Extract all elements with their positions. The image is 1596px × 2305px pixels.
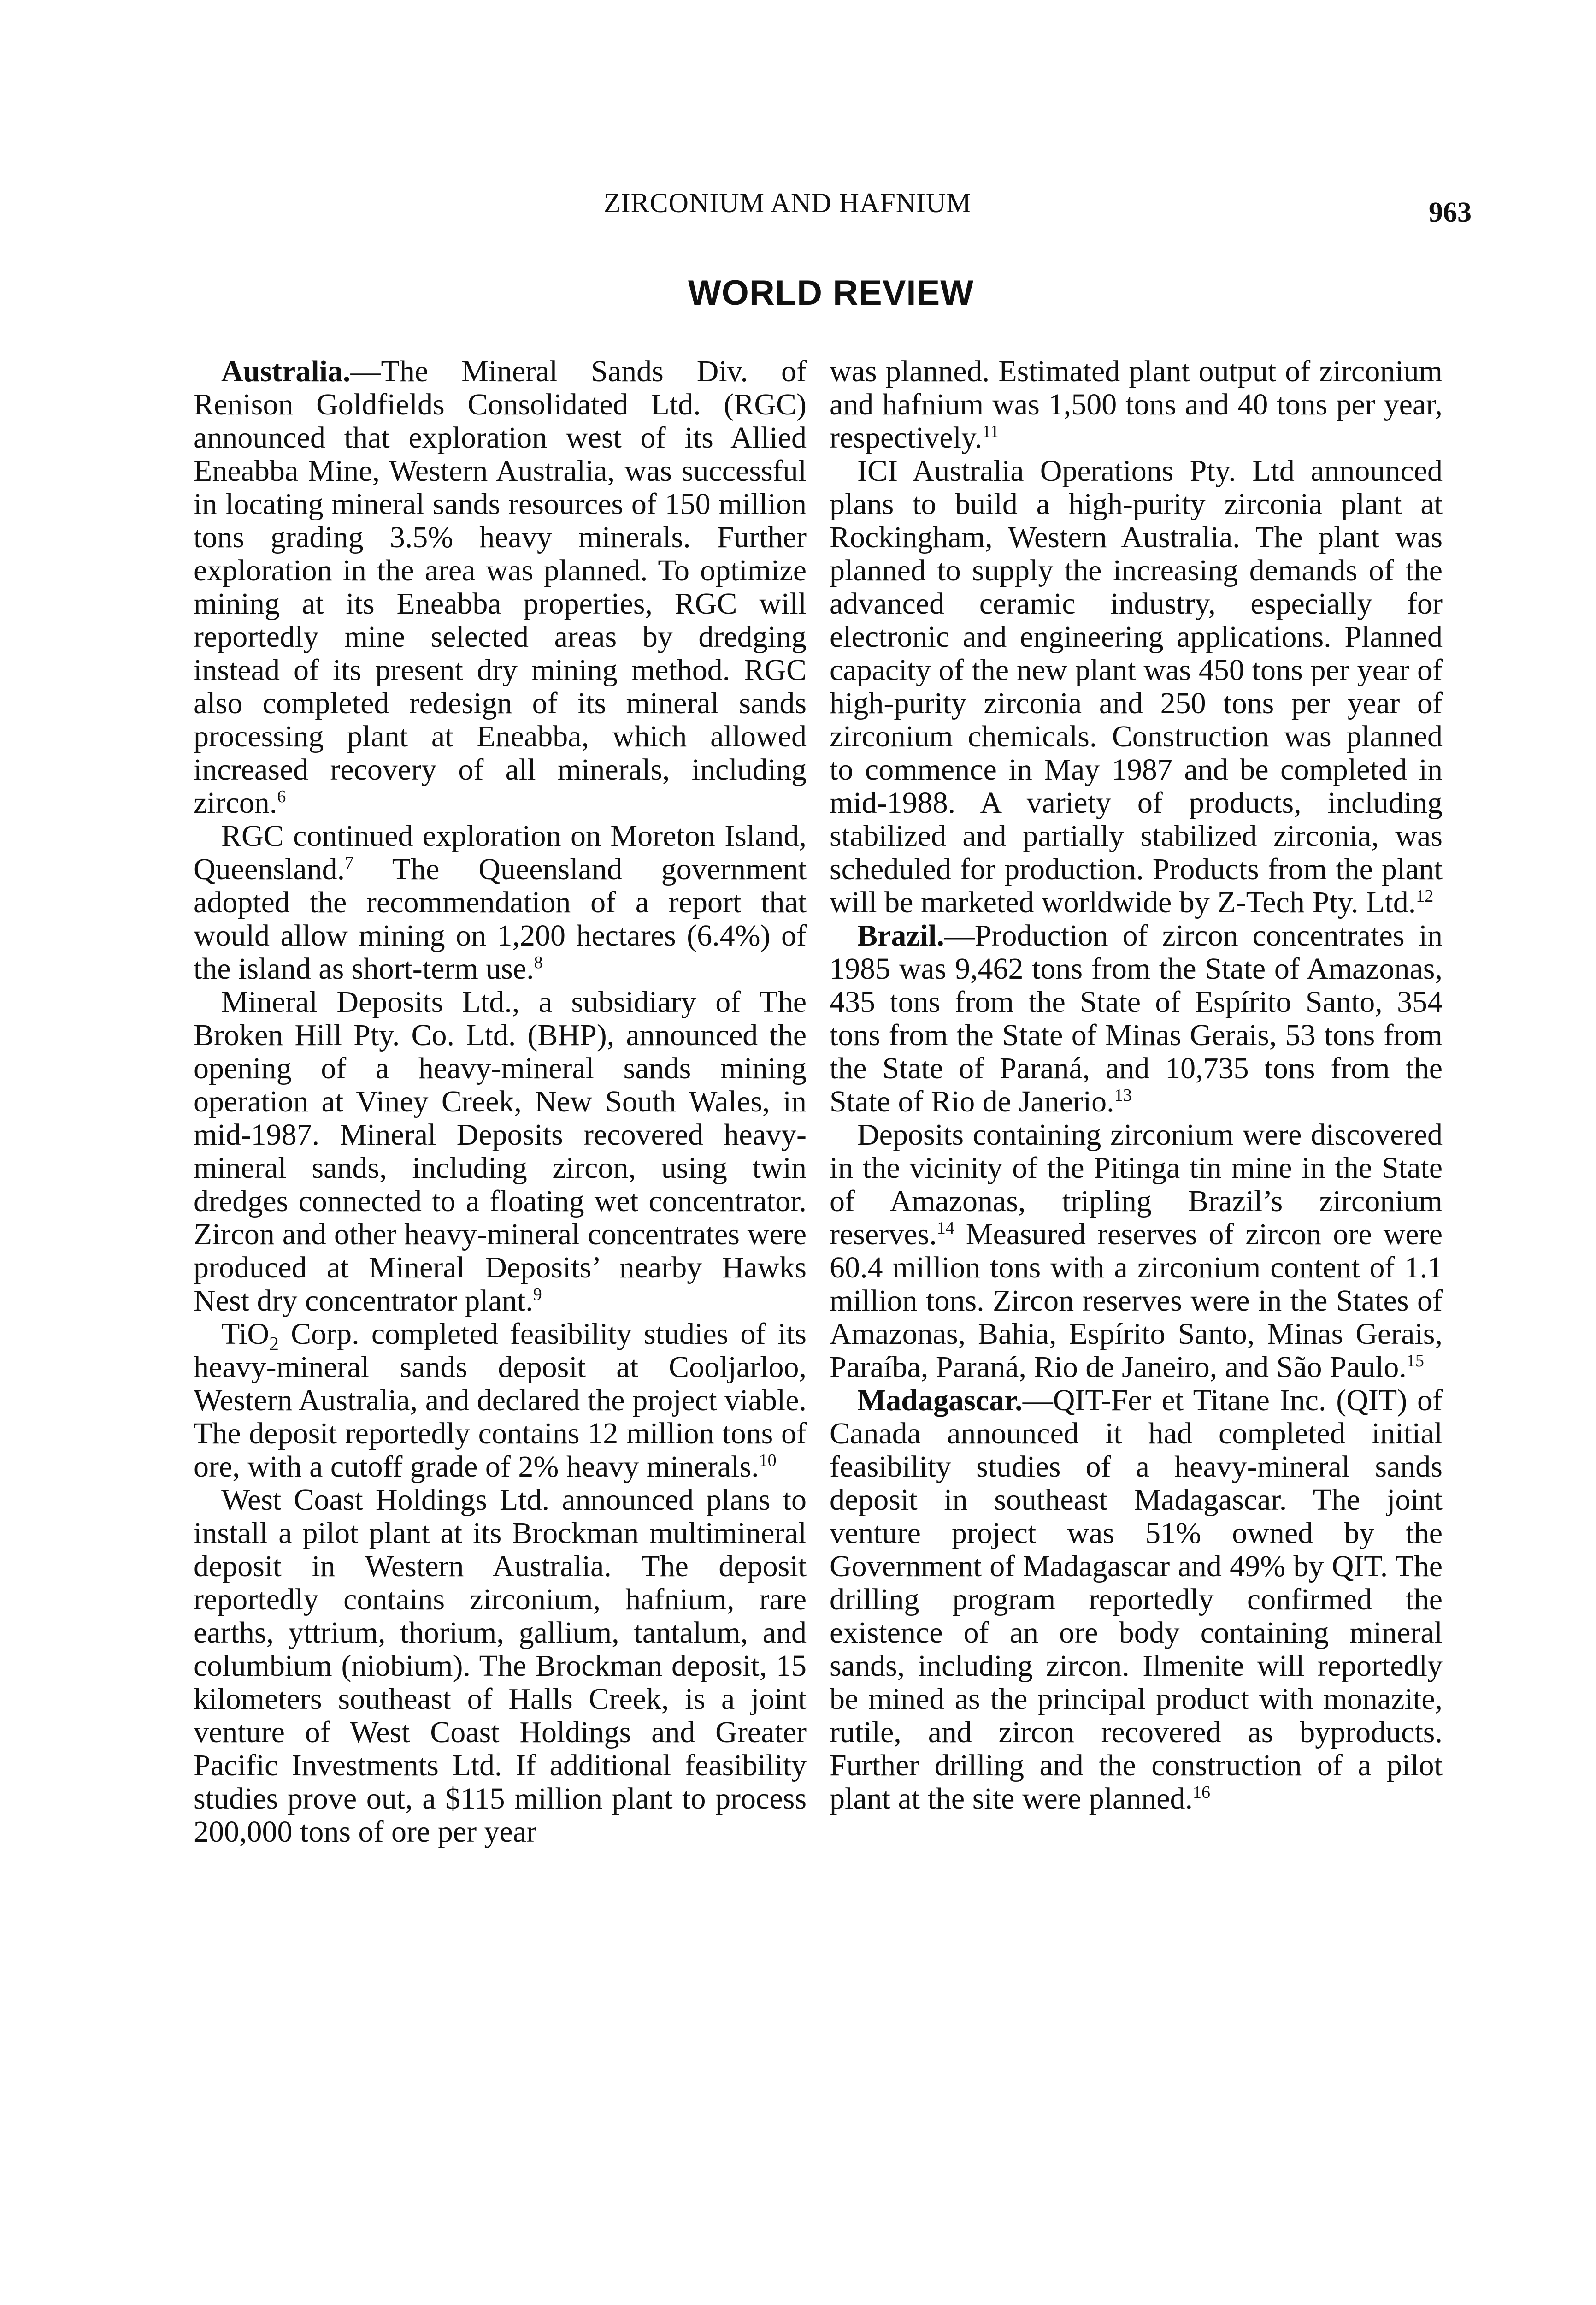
- paragraph-text: The Queensland government adopted the recommendation of a report that would allow mining on 1,200 hectares (6.4%) of the island as short-term use.: [194, 852, 807, 986]
- section-title: WORLD REVIEW: [688, 273, 974, 313]
- country-heading-madagascar: Madagascar.: [857, 1383, 1023, 1417]
- paragraph-text: was planned. Estimated plant output of zirconium and hafnium was 1,500 tons and 40 tons per year, respectively.: [830, 355, 1443, 455]
- paragraph-moreton-island: [194, 820, 807, 986]
- paragraph-text: —The Mineral Sands Div. of Renison Goldfields Consolidated Ltd. (RGC) announced that exploration west of its Allied Eneabba Mine, Western Australia, was successful in locating mineral sands resources of 150 million tons grading 3.5% heavy minerals. Further exploration in the area was planned. To optimize mining at its Eneabba properties, RGC will reportedly mine selected areas by dredging instead of its present dry mining method. RGC also completed redesign of its mineral sands processing plant at Eneabba, which allowed increased recovery of all minerals, including zircon.: [194, 355, 807, 820]
- paragraph-text: Corp. completed feasibility studies of its heavy-mineral sands deposit at Cooljarloo, Western Australia, and declared the project viable. The deposit reportedly contains 12 million tons of ore, with a cutoff grade of 2% heavy minerals.: [194, 1317, 807, 1483]
- paragraph-madagascar: [830, 1384, 1443, 1815]
- page-number: 963: [1429, 197, 1472, 228]
- footnote-ref: 9: [533, 1285, 542, 1304]
- chemical-subscript: 2: [269, 1334, 279, 1355]
- footnote-ref: 6: [277, 787, 286, 806]
- paragraph-brazil-production: [830, 919, 1443, 1118]
- paragraph-brazil-deposits: [830, 1118, 1443, 1384]
- paragraph-australia-intro: [194, 355, 807, 820]
- paragraph-text: Deposits containing zirconium were discovered in the vicinity of the Pitinga tin mine in the State of Amazonas, tripling Brazil’s zirconium reserves.: [830, 1118, 1443, 1251]
- paragraph-continued: [830, 355, 1443, 455]
- footnote-ref: 10: [759, 1451, 777, 1470]
- footnote-ref: 13: [1114, 1086, 1132, 1105]
- country-heading-australia: Australia.: [221, 355, 351, 388]
- left-column: [194, 355, 807, 1849]
- paragraph-text: Measured reserves of zircon ore were 60.4 million tons with a zirconium content of 1.1 million tons. Zircon reserves were in the States of Amazonas, Bahia, Espírito Santo, Minas Gerais, Paraíba, Paraná, Rio de Janeiro, and São Paulo.: [830, 1218, 1443, 1384]
- right-column: [830, 355, 1443, 1815]
- footnote-ref: 15: [1406, 1351, 1424, 1371]
- footnote-ref: 11: [982, 422, 999, 441]
- paragraph-text: Mineral Deposits Ltd., a subsidiary of The Broken Hill Pty. Co. Ltd. (BHP), announced the opening of a heavy-mineral sands mining operation at Viney Creek, New South Wales, in mid-1987. Mineral Deposits recovered heavy-mineral sands, including zircon, using twin dredges connected to a floating wet concentrator. Zircon and other heavy-mineral concentrates were produced at Mineral Deposits’ nearby Hawks Nest dry concentrator plant.: [194, 985, 807, 1318]
- paragraph-west-coast-holdings: [194, 1483, 807, 1849]
- footnote-ref: 16: [1193, 1783, 1211, 1802]
- footnote-ref: 8: [534, 953, 543, 972]
- running-head: ZIRCONIUM AND HAFNIUM: [604, 188, 972, 218]
- footnote-ref: 14: [936, 1218, 954, 1238]
- chemical-formula: TiO: [221, 1317, 269, 1351]
- paragraph-text: RGC continued exploration on Moreton Island, Queensland.: [194, 819, 807, 886]
- paragraph-tio2-corp: [194, 1318, 807, 1483]
- paragraph-text: —QIT-Fer et Titane Inc. (QIT) of Canada announced it had completed initial feasibility studies of a heavy-mineral sands deposit in southeast Madagascar. The joint venture project was 51% owned by the Government of Madagascar and 49% by QIT. The drilling program reportedly confirmed the existence of an ore body containing mineral sands, including zircon. Ilmenite will reportedly be mined as the principal product with monazite, rutile, and zircon recovered as byproducts. Further drilling and the construction of a pilot plant at the site were planned.: [830, 1383, 1443, 1815]
- footnote-ref: 7: [345, 853, 354, 873]
- paragraph-text: West Coast Holdings Ltd. announced plans to install a pilot plant at its Brockman multimineral deposit in Western Australia. The deposit reportedly contains zirconium, hafnium, rare earths, yttrium, thorium, gallium, tantalum, and columbium (niobium). The Brockman deposit, 15 kilometers southeast of Halls Creek, is a joint venture of West Coast Holdings and Greater Pacific Investments Ltd. If additional feasibility studies prove out, a $115 million plant to process 200,000 tons of ore per year: [194, 1483, 807, 1849]
- paragraph-text: ICI Australia Operations Pty. Ltd announced plans to build a high-purity zirconia plant at Rockingham, Western Australia. The plant was planned to supply the increasing demands of the advanced ceramic industry, especially for electronic and engineering applications. Planned capacity of the new plant was 450 tons per year of high-purity zirconia and 250 tons per year of zirconium chemicals. Construction was planned to commence in May 1987 and be completed in mid-1988. A variety of products, including stabilized and partially stabilized zirconia, was scheduled for production. Products from the plant will be marketed worldwide by Z-Tech Pty. Ltd.: [830, 454, 1443, 919]
- country-heading-brazil: Brazil.: [857, 919, 944, 952]
- paragraph-ici-australia: [830, 455, 1443, 919]
- footnote-ref: 12: [1416, 887, 1434, 906]
- paragraph-mineral-deposits: [194, 986, 807, 1318]
- paragraph-text: —Production of zircon concentrates in 1985 was 9,462 tons from the State of Amazonas, 435 tons from the State of Espírito Santo, 354 tons from the State of Minas Gerais, 53 tons from the State of Paraná, and 10,735 tons from the State of Rio de Janerio.: [830, 919, 1443, 1118]
